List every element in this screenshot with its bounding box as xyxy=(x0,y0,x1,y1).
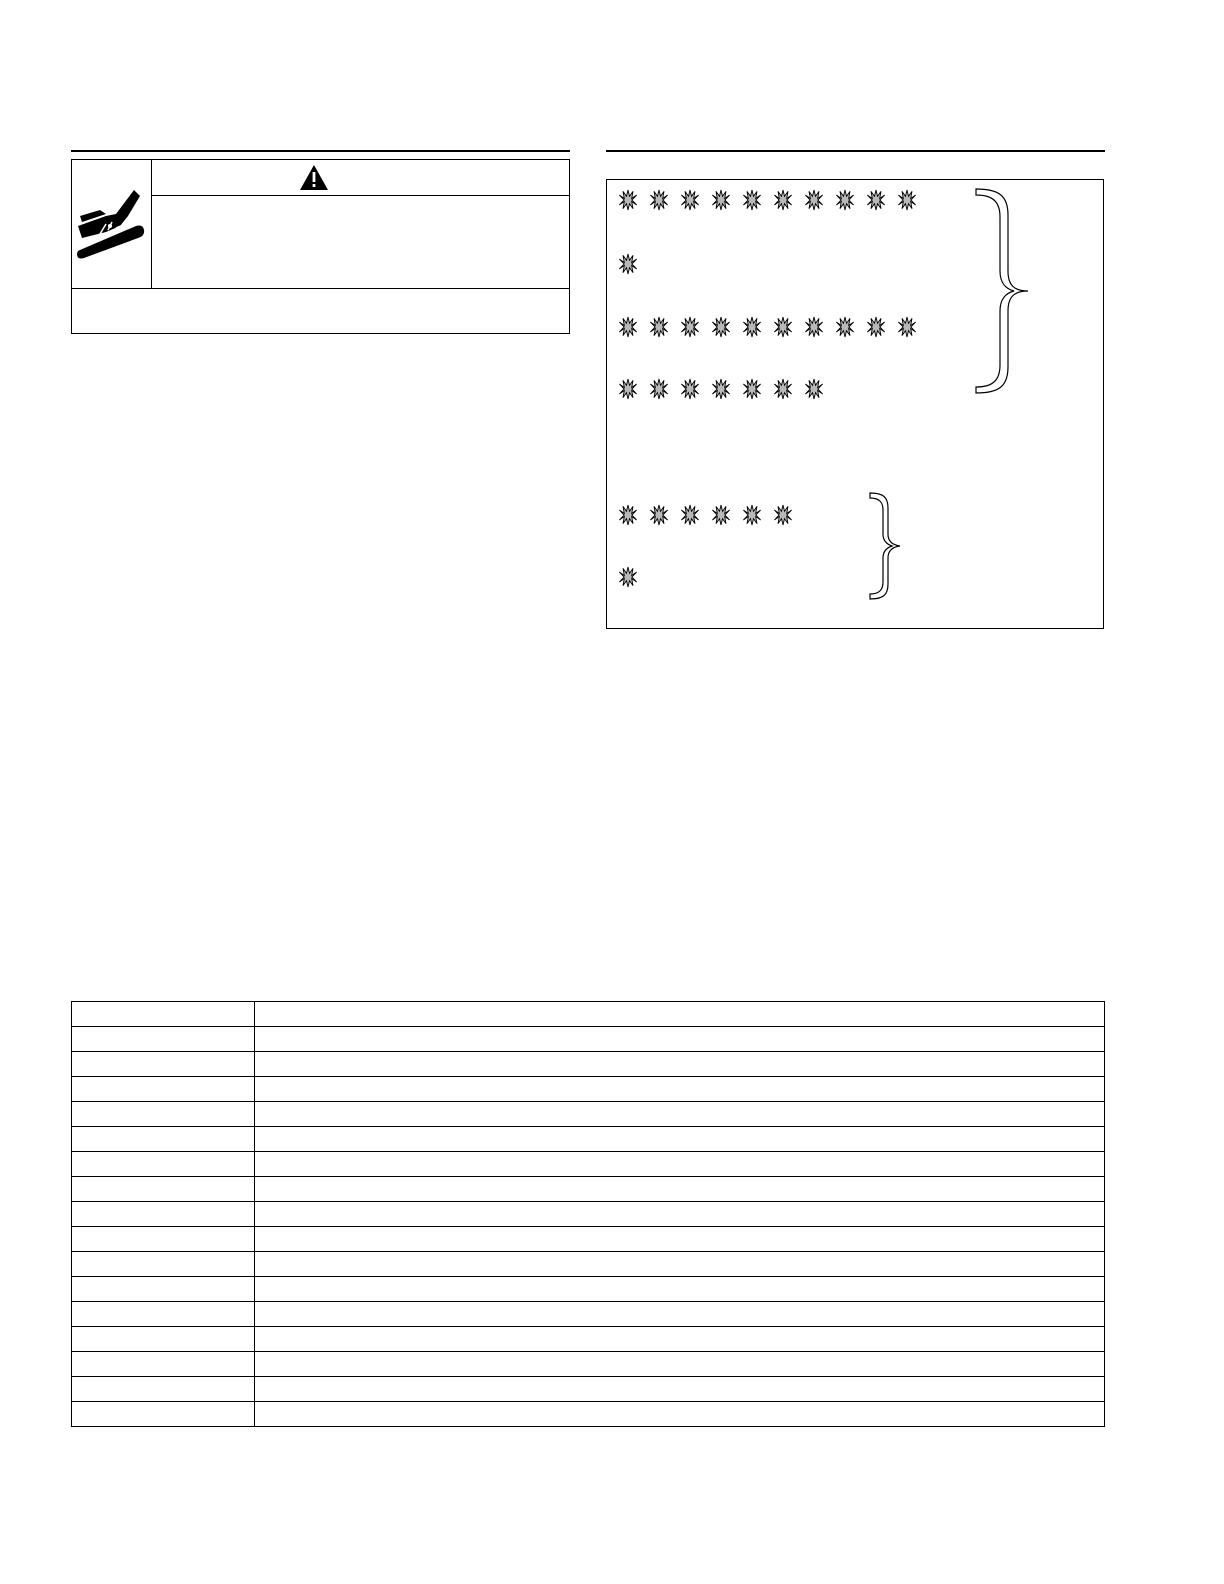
starburst-icon xyxy=(710,189,732,211)
starburst-icon xyxy=(710,378,732,400)
table-row xyxy=(72,1252,1105,1277)
starburst-icon xyxy=(648,316,670,338)
starburst-icon xyxy=(803,189,825,211)
table-row xyxy=(72,1077,1105,1102)
table-row xyxy=(72,1302,1105,1327)
warning-box-header-rule xyxy=(151,195,570,196)
starburst-icon xyxy=(865,316,887,338)
table-cell-value xyxy=(255,1327,1105,1352)
table-cell-label xyxy=(72,1077,255,1102)
table-row xyxy=(72,1127,1105,1152)
table-cell-value xyxy=(255,1002,1105,1027)
star-row-1 xyxy=(617,189,918,211)
left-section-rule xyxy=(71,150,570,152)
table-row xyxy=(72,1202,1105,1227)
starburst-icon xyxy=(710,316,732,338)
table-row xyxy=(72,1102,1105,1127)
starburst-icon xyxy=(617,253,639,275)
table-cell-label xyxy=(72,1302,255,1327)
table-row xyxy=(72,1177,1105,1202)
table-cell-value xyxy=(255,1352,1105,1377)
warning-box-footer-rule xyxy=(71,288,570,289)
starburst-icon xyxy=(679,378,701,400)
table-cell-label xyxy=(72,1002,255,1027)
starburst-icon xyxy=(617,189,639,211)
table-row xyxy=(72,1277,1105,1302)
warning-box-divider xyxy=(151,159,152,289)
table-cell-label xyxy=(72,1227,255,1252)
starburst-icon xyxy=(741,378,763,400)
starburst-icon xyxy=(772,316,794,338)
star-row-6 xyxy=(617,566,639,588)
starburst-icon xyxy=(617,378,639,400)
starburst-icon xyxy=(710,504,732,526)
table-cell-value xyxy=(255,1252,1105,1277)
curly-brace-small-icon xyxy=(866,490,906,602)
table-cell-label xyxy=(72,1177,255,1202)
starburst-icon xyxy=(772,378,794,400)
starburst-icon xyxy=(834,189,856,211)
starburst-icon xyxy=(834,316,856,338)
star-row-2 xyxy=(617,253,639,275)
starburst-icon xyxy=(648,378,670,400)
table-cell-value xyxy=(255,1227,1105,1252)
table-cell-label xyxy=(72,1202,255,1227)
table-cell-value xyxy=(255,1077,1105,1102)
starburst-icon xyxy=(865,189,887,211)
star-row-4 xyxy=(617,378,825,400)
table-row xyxy=(72,1052,1105,1077)
starburst-icon xyxy=(617,316,639,338)
table-cell-label xyxy=(72,1102,255,1127)
table-row xyxy=(72,1027,1105,1052)
table-cell-value xyxy=(255,1277,1105,1302)
table-cell-label xyxy=(72,1152,255,1177)
table-row xyxy=(72,1377,1105,1402)
table-cell-label xyxy=(72,1052,255,1077)
starburst-icon xyxy=(741,316,763,338)
table-row xyxy=(72,1327,1105,1352)
star-row-5 xyxy=(617,504,794,526)
starburst-icon xyxy=(617,566,639,588)
table-cell-label xyxy=(72,1377,255,1402)
starburst-icon xyxy=(772,189,794,211)
starburst-icon xyxy=(741,189,763,211)
table-cell-label xyxy=(72,1127,255,1152)
curly-brace-icon xyxy=(970,185,1034,397)
right-section-rule xyxy=(606,150,1105,152)
table-cell-label xyxy=(72,1277,255,1302)
starburst-icon xyxy=(772,504,794,526)
starburst-icon xyxy=(617,504,639,526)
table-cell-label xyxy=(72,1352,255,1377)
starburst-icon xyxy=(679,316,701,338)
star-row-3 xyxy=(617,316,918,338)
starburst-icon xyxy=(896,316,918,338)
table-cell-label xyxy=(72,1252,255,1277)
starburst-icon xyxy=(803,316,825,338)
table-cell-value xyxy=(255,1127,1105,1152)
table-cell-value xyxy=(255,1052,1105,1077)
table-cell-value xyxy=(255,1377,1105,1402)
starburst-icon xyxy=(741,504,763,526)
table-cell-value xyxy=(255,1102,1105,1127)
table-cell-value xyxy=(255,1027,1105,1052)
table-row xyxy=(72,1402,1105,1427)
table-cell-label xyxy=(72,1027,255,1052)
table-cell-value xyxy=(255,1177,1105,1202)
table-cell-value xyxy=(255,1302,1105,1327)
table-row xyxy=(72,1352,1105,1377)
starburst-icon xyxy=(896,189,918,211)
spec-table xyxy=(71,1001,1105,1427)
hand-injection-hazard-icon xyxy=(76,186,148,260)
table-row xyxy=(72,1002,1105,1027)
starburst-icon xyxy=(648,189,670,211)
warning-triangle-icon xyxy=(299,164,329,191)
starburst-icon xyxy=(803,378,825,400)
starburst-icon xyxy=(679,189,701,211)
table-cell-value xyxy=(255,1202,1105,1227)
table-cell-value xyxy=(255,1402,1105,1427)
table-row xyxy=(72,1152,1105,1177)
starburst-icon xyxy=(679,504,701,526)
table-cell-label xyxy=(72,1402,255,1427)
table-row xyxy=(72,1227,1105,1252)
starburst-icon xyxy=(648,504,670,526)
table-cell-value xyxy=(255,1152,1105,1177)
table-cell-label xyxy=(72,1327,255,1352)
